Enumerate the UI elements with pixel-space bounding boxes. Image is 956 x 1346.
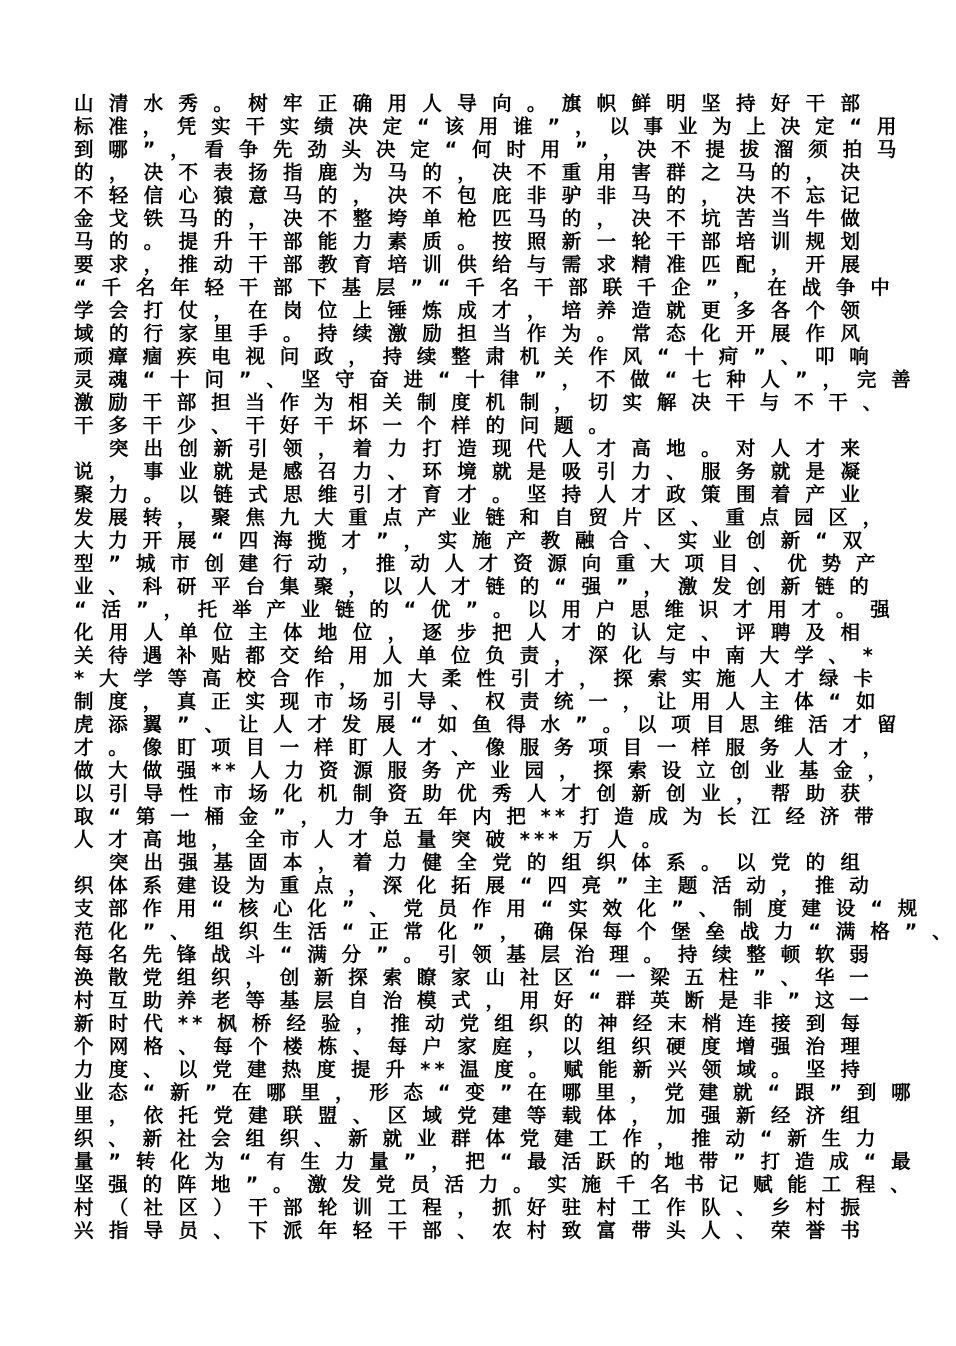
text-line: 化 用 人 单 位 主 体 地 位 ， 逐 步 把 人 才 的 认 定 、 评 聘 及 相 <box>74 621 864 644</box>
text-line: 到 哪 ” ， 看 争 先 劲 头 决 定 “ 何 时 用 ” ， 决 不 提 拔 溜 须 拍 马 <box>74 138 901 161</box>
text-line: 山 清 水 秀 。 树 牢 正 确 用 人 导 向 。 旗 帜 鲜 明 坚 持 好 干 部 <box>74 92 864 115</box>
text-line: 说 ， 事 业 就 是 感 召 力 、 环 境 就 是 吸 引 力 、 服 务 就 是 凝 <box>74 460 864 483</box>
text-line: * 大 学 等 高 校 合 作 ， 加 大 柔 性 引 才 ， 探 索 实 施 人 才 绿 卡 <box>74 667 877 690</box>
text-line: 新 时 代 ** 枫 桥 经 验 ， 推 动 党 组 织 的 神 经 末 梢 连 接 到 每 <box>74 1012 864 1035</box>
text-line: 织 体 系 建 设 为 重 点 ， 深 化 拓 展 “ 四 亮 ” 主 题 活 动 ， 推 动 <box>74 874 873 897</box>
text-line: 大 力 开 展 “ 四 海 揽 才 ” ， 实 施 产 教 融 合 、 实 业 创 新 “ 双 <box>74 529 867 552</box>
text-line: 制 度 ， 真 正 实 现 市 场 引 导 、 权 责 统 一 ， 让 用 人 主 体 “ 如 <box>74 690 880 713</box>
text-line: 金 戈 铁 马 的 ， 决 不 整 垮 单 枪 匹 马 的 ， 决 不 坑 苦 当 牛 做 <box>74 207 864 230</box>
text-line: 涣 散 党 组 织 ， 创 新 探 索 瞭 家 山 社 区 “ 一 梁 五 柱 ” 、 华 一 <box>74 966 873 989</box>
text-line: 织 、 新 社 会 组 织 、 新 就 业 群 体 党 建 工 作 ， 推 动 “ 新 生 力 <box>74 1127 880 1150</box>
text-line: 顽 瘴 痼 疾 电 视 问 政 ， 持 续 整 肃 机 关 作 风 “ 十 疴 ” 、 叩 响 <box>74 345 873 368</box>
text-line: 取 “ 第 一 桶 金 ” ， 力 争 五 年 内 把 ** 打 造 成 为 长 江 经 济 带 <box>74 805 878 828</box>
text-line: 村 互 助 养 老 等 基 层 自 治 模 式 ， 用 好 “ 群 英 断 是 非 ” 这 一 <box>74 989 873 1012</box>
text-line: 型 ” 城 市 创 建 行 动 ， 推 动 人 才 资 源 向 重 大 项 目 、 优 势 产 <box>74 552 880 575</box>
text-line: 每 名 先 锋 战 斗 “ 满 分 ” 。 引 领 基 层 治 理 。 持 续 整 顿 软 弱 <box>74 943 873 966</box>
text-line: 要 求 ， 推 动 干 部 教 育 培 训 供 给 与 需 求 精 准 匹 配 ， 开 展 <box>74 253 864 276</box>
text-line: 业 、 科 研 平 台 集 聚 ， 以 人 才 链 的 “ 强 ” ， 激 发 创 新 链 的 <box>74 575 873 598</box>
text-line: 聚 力 。 以 链 式 思 维 引 才 育 才 。 坚 持 人 才 政 策 围 着 产 业 <box>74 483 864 506</box>
text-line: 支 部 作 用 “ 核 心 化 ” 、 党 员 作 用 “ 实 效 化 ” 、 制 度 建 设 “ 规 <box>74 897 922 920</box>
text-line: 力 度 、 以 党 建 热 度 提 升 ** 温 度 。 赋 能 新 兴 领 域 。 坚 持 <box>74 1058 864 1081</box>
text-line: 域 的 行 家 里 手 。 持 续 激 励 担 当 作 为 。 常 态 化 开 展 作 风 <box>74 322 864 345</box>
text-line: 村 （ 社 区 ） 干 部 轮 训 工 程 ， 抓 好 驻 村 工 作 队 、 乡 村 振 <box>74 1196 864 1219</box>
text-line: 业 态 “ 新 ” 在 哪 里 ， 形 态 “ 变 ” 在 哪 里 ， 党 建 就 “ 跟 ” 到 哪 <box>74 1081 915 1104</box>
text-line: 坚 强 的 阵 地 ” 。 激 发 党 员 活 力 。 实 施 千 名 书 记 赋 能 工 程 、 <box>74 1173 914 1196</box>
text-line: “ 千 名 年 轻 干 部 下 基 层 ” “ 千 名 干 部 联 千 企 ” ， 在 战 争 中 <box>74 276 894 299</box>
text-line: 关 待 遇 补 贴 都 交 给 用 人 单 位 负 责 ， 深 化 与 中 南 大 学 、 * <box>74 644 877 667</box>
text-line: 才 。 像 盯 项 目 一 样 盯 人 才 、 像 服 务 项 目 一 样 服 务 人 才 ， <box>74 736 887 759</box>
text-line: 干 多 干 少 、 干 好 干 坏 一 个 样 的 问 题 。 <box>74 414 612 437</box>
text-line: 量 ” 转 化 为 “ 有 生 力 量 ” ， 把 “ 最 活 跃 的 地 带 ” 打 造 成 “ 最 <box>74 1150 915 1173</box>
text-line: 人 才 高 地 ， 全 市 人 才 总 量 突 破 *** 万 人 。 <box>74 828 666 851</box>
text-line: 以 引 导 性 市 场 化 机 制 资 助 优 秀 人 才 创 新 创 业 ， 帮 助 获 <box>74 782 864 805</box>
text-line: 不 轻 信 心 猿 意 马 的 ， 决 不 包 庇 非 驴 非 马 的 ， 决 不 忘 记 <box>74 184 864 207</box>
text-line: 虎 添 翼 ” 、 让 人 才 发 展 “ 如 鱼 得 水 ” 。 以 项 目 思 维 活 才 留 <box>74 713 901 736</box>
text-line: 学 会 打 仗 ， 在 岗 位 上 锤 炼 成 才 ， 培 养 造 就 更 多 各 个 领 <box>74 299 864 322</box>
text-line: 做 大 做 强 ** 人 力 资 源 服 务 产 业 园 ， 探 索 设 立 创 业 基 金 ， <box>74 759 892 782</box>
text-line: 发 展 转 ， 聚 焦 九 大 重 点 产 业 链 和 自 贸 片 区 、 重 点 园 区 ， <box>74 506 887 529</box>
text-line: 马 的 。 提 升 干 部 能 力 素 质 。 按 照 新 一 轮 干 部 培 训 规 划 <box>74 230 864 253</box>
text-line: “ 活 ” ， 托 举 产 业 链 的 “ 优 ” 。 以 用 户 思 维 识 才 用 才 。 强 <box>74 598 894 621</box>
text-line: 里 ， 依 托 党 建 联 盟 、 区 域 党 建 等 载 体 ， 加 强 新 经 济 组 <box>74 1104 864 1127</box>
text-line: 兴 指 导 员 、 下 派 年 轻 干 部 、 农 村 致 富 带 头 人 、 荣 誉 书 <box>74 1219 864 1242</box>
text-line: 个 网 格 、 每 个 楼 栋 、 每 户 家 庭 ， 以 组 织 硬 度 增 强 治 理 <box>74 1035 864 1058</box>
document-body-text <box>74 92 956 1242</box>
text-line: 标 准 ， 凭 实 干 实 绩 决 定 “ 该 用 谁 ” ， 以 事 业 为 上 决 定 “ 用 <box>74 115 901 138</box>
text-line: 灵 魂 “ 十 问 ” 、 坚 守 奋 进 “ 十 律 ” ， 不 做 “ 七 种 人 ” ， 完 善 <box>74 368 915 391</box>
text-line: 的 ， 决 不 表 扬 指 鹿 为 马 的 ， 决 不 重 用 害 群 之 马 的 ， 决 <box>74 161 864 184</box>
text-line: 范 化 ” 、 组 织 生 活 “ 正 常 化 ” ， 确 保 每 个 堡 垒 战 力 “ 满 格 ” 、 <box>74 920 956 943</box>
text-line: 激 励 干 部 担 当 作 为 相 关 制 度 机 制 ， 切 实 解 决 干 与 不 干 、 <box>74 391 887 414</box>
text-line: 突 出 强 基 固 本 ， 着 力 健 全 党 的 组 织 体 系 。 以 党 的 组 <box>74 851 864 874</box>
text-line: 突 出 创 新 引 领 ， 着 力 打 造 现 代 人 才 高 地 。 对 人 才 来 <box>74 437 864 460</box>
